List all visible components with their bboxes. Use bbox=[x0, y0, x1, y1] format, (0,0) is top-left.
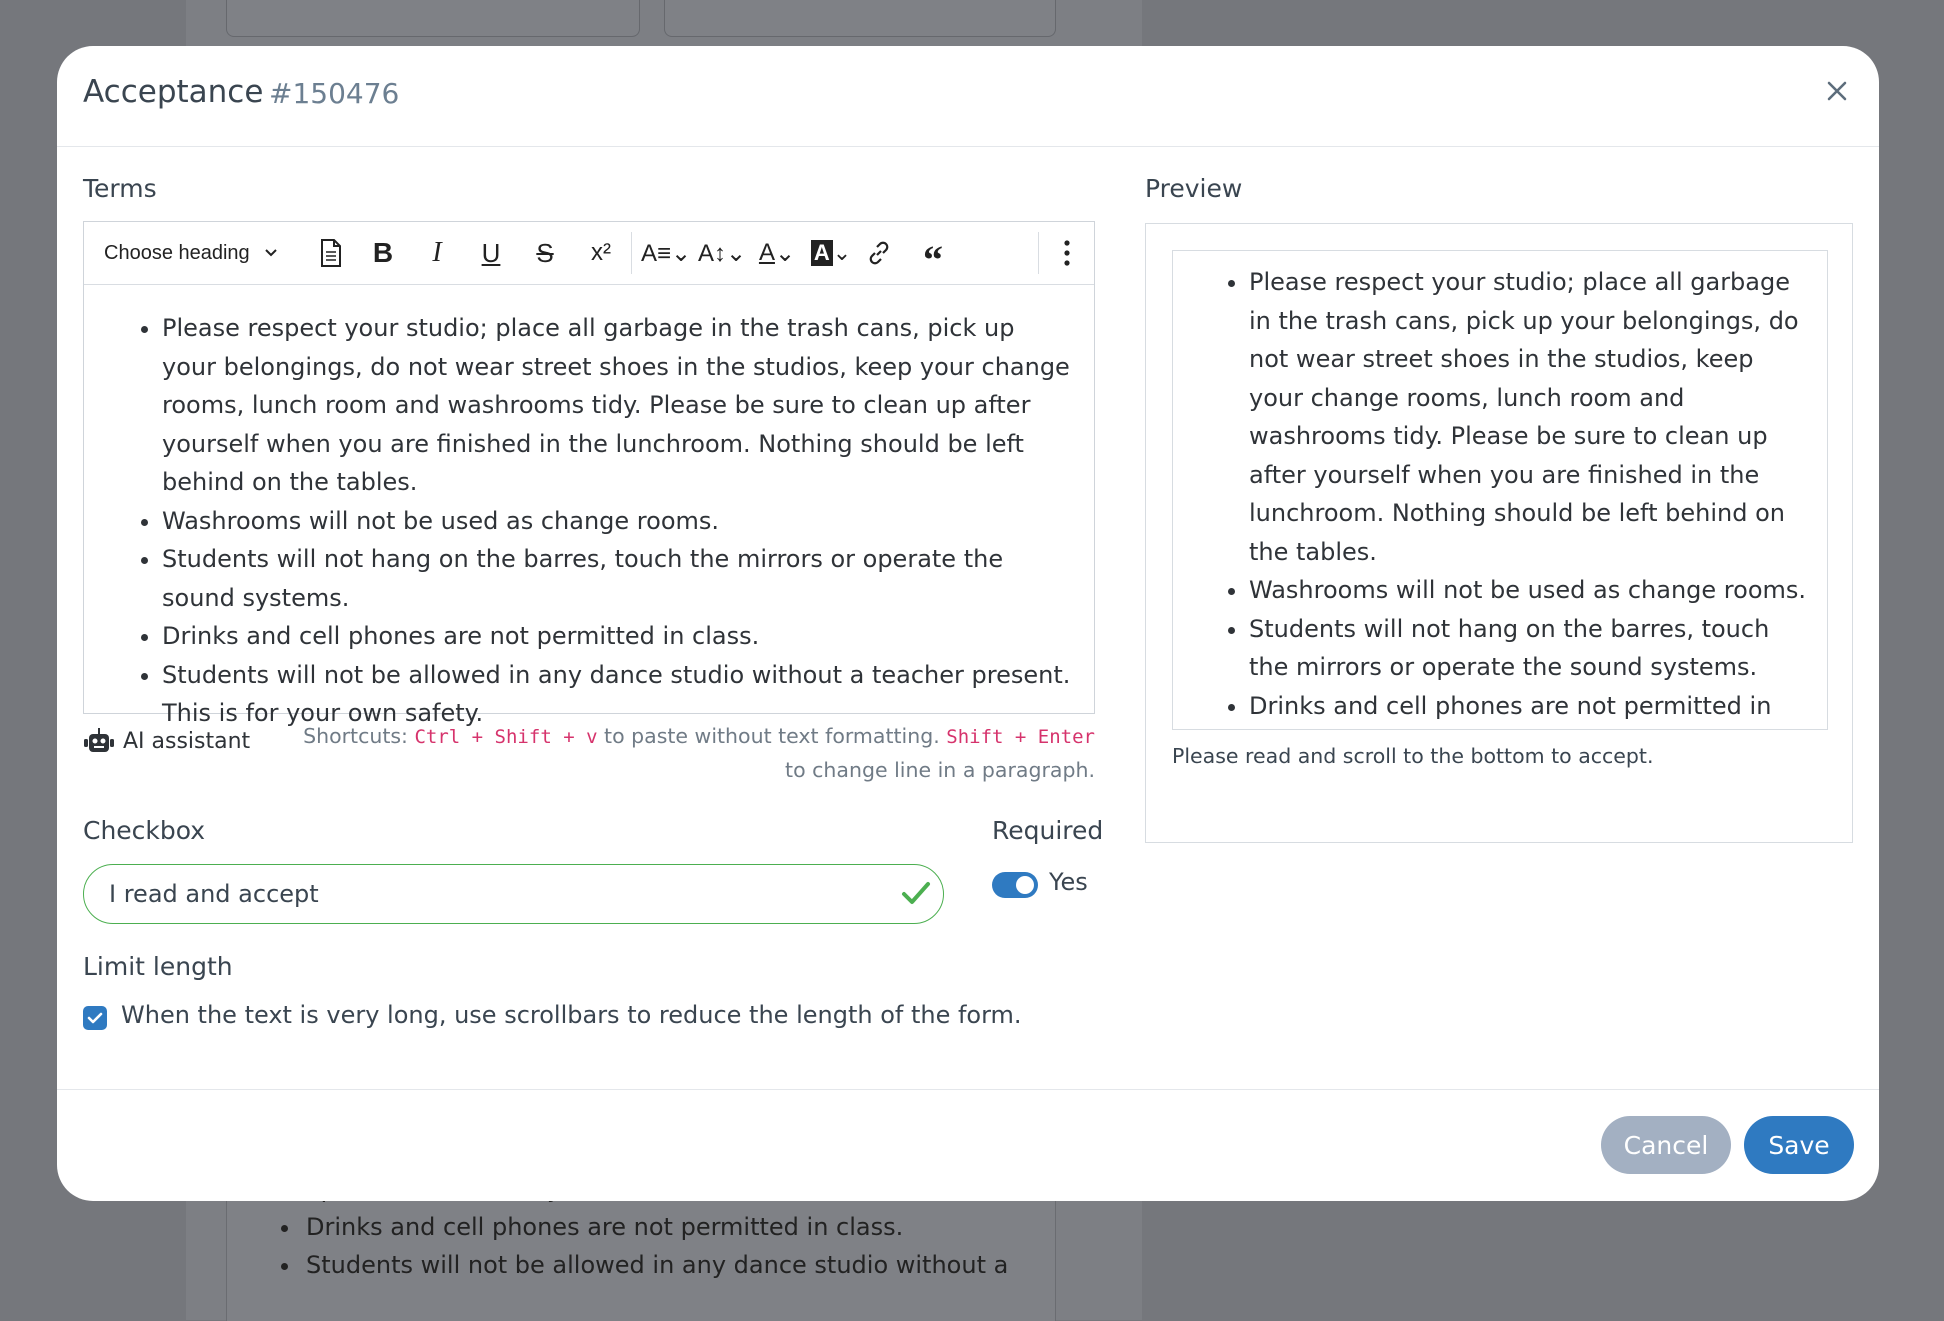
source-document-button[interactable] bbox=[316, 236, 346, 270]
limit-length-label: Limit length bbox=[83, 952, 233, 981]
save-button[interactable]: Save bbox=[1744, 1116, 1854, 1174]
background-field bbox=[664, 0, 1056, 37]
terms-list-item: • Please respect your studio; place all garbage in the trash cans, pick up your belongings, do not wear street shoes in the studios, keep your change rooms, lunch room and washrooms tidy. Please be sure to clean up after yourself when you are finished in the lunchroom. Nothing should be left behind on the tables. bbox=[162, 309, 1074, 502]
font-size-button[interactable] bbox=[696, 236, 748, 270]
modal-footer-divider bbox=[57, 1089, 1879, 1090]
underline-icon: U bbox=[481, 237, 501, 268]
terms-list-item: • Drinks and cell phones are not permitted in class. bbox=[162, 617, 1074, 656]
terms-list-item: • Students will not be allowed in any dance studio without a teacher present. This is for your own safety. bbox=[162, 656, 1074, 733]
required-toggle[interactable] bbox=[992, 872, 1038, 898]
font-size-icon: A↕⌄ bbox=[697, 239, 747, 267]
toolbar-separator bbox=[1038, 232, 1039, 274]
terms-list bbox=[84, 309, 1094, 733]
required-toggle-label: Yes bbox=[1049, 868, 1088, 896]
checkbox-label: Checkbox bbox=[83, 816, 206, 845]
link-icon bbox=[866, 240, 892, 266]
shortcut-key-paste: Ctrl + Shift + v bbox=[414, 726, 598, 748]
preview-list-item: • Please respect your studio; place all garbage in the trash cans, pick up your belongings, do not wear street shoes in the studios, keep your change rooms, lunch room and washrooms tidy. Please be sure to clean up after yourself when you are finished in the lunchroom. Nothing should be left behind on the tables. bbox=[1249, 263, 1807, 571]
heading-select-label: Choose heading bbox=[104, 241, 250, 264]
underline-button[interactable] bbox=[476, 236, 506, 270]
preview-label: Preview bbox=[1145, 174, 1243, 203]
toggle-knob bbox=[1016, 876, 1034, 894]
font-background-color-icon: A bbox=[811, 240, 833, 266]
editor-content[interactable] bbox=[84, 285, 1094, 733]
document-icon bbox=[319, 238, 343, 268]
limit-length-checkbox[interactable] bbox=[83, 1006, 107, 1030]
check-icon bbox=[87, 1011, 103, 1025]
preview-box bbox=[1145, 223, 1853, 843]
shortcut-text-newline: to change line in a paragraph. bbox=[785, 758, 1095, 782]
bold-button[interactable] bbox=[368, 236, 398, 270]
modal-header bbox=[57, 46, 1879, 147]
ai-assistant-button[interactable] bbox=[83, 728, 250, 754]
italic-icon: I bbox=[432, 237, 442, 268]
preview-list-item: • Students will not hang on the barres, touch the mirrors or operate the sound systems. bbox=[1249, 610, 1807, 687]
background-list-item: • Students will not be allowed in any dance studio without a bbox=[302, 1246, 1008, 1284]
superscript-button[interactable] bbox=[584, 236, 618, 270]
ai-assistant-label: AI assistant bbox=[123, 728, 251, 754]
check-icon bbox=[901, 879, 931, 907]
shortcuts-prefix: Shortcuts: bbox=[303, 724, 415, 748]
required-label: Required bbox=[992, 816, 1104, 845]
shortcut-text-paste: to paste without text formatting. bbox=[597, 724, 947, 748]
editor-toolbar bbox=[84, 222, 1094, 285]
blockquote-icon: “ bbox=[923, 237, 943, 282]
superscript-icon: x² bbox=[591, 239, 611, 266]
preview-scroll-area[interactable] bbox=[1172, 250, 1828, 730]
bold-icon: B bbox=[372, 237, 394, 268]
checkbox-text-value: I read and accept bbox=[109, 880, 319, 908]
strikethrough-icon: S bbox=[536, 237, 554, 268]
shortcuts-hint bbox=[285, 720, 1095, 787]
toolbar-separator bbox=[631, 232, 632, 274]
terms-list-item: • Washrooms will not be used as change rooms. bbox=[162, 502, 1074, 541]
heading-select[interactable] bbox=[104, 235, 278, 271]
preview-list-item: • Drinks and cell phones are not permitted in bbox=[1249, 687, 1807, 731]
more-icon bbox=[1064, 240, 1070, 266]
font-color-icon: A bbox=[758, 239, 775, 266]
background-list-item: • Drinks and cell phones are not permitted in class. bbox=[302, 1208, 1008, 1246]
preview-note: Please read and scroll to the bottom to accept. bbox=[1172, 744, 1654, 768]
more-options-button[interactable] bbox=[1052, 236, 1082, 270]
font-family-icon: A≡⌄ bbox=[640, 239, 692, 267]
strikethrough-button[interactable] bbox=[530, 236, 560, 270]
preview-list-item: • Washrooms will not be used as change rooms. bbox=[1249, 571, 1807, 610]
acceptance-modal bbox=[57, 46, 1879, 1201]
chevron-down-icon: ⌄ bbox=[774, 239, 796, 267]
chevron-down-icon: ⌄ bbox=[832, 240, 852, 265]
cancel-button[interactable]: Cancel bbox=[1601, 1116, 1731, 1174]
robot-icon bbox=[83, 728, 115, 754]
background-field bbox=[226, 0, 640, 37]
limit-length-text: When the text is very long, use scrollbars to reduce the length of the form. bbox=[121, 1001, 1022, 1029]
font-color-button[interactable] bbox=[754, 236, 800, 270]
link-button[interactable] bbox=[862, 236, 896, 270]
font-background-color-button[interactable] bbox=[808, 236, 854, 270]
preview-list bbox=[1173, 251, 1827, 730]
blockquote-button[interactable] bbox=[916, 236, 950, 282]
modal-id: #150476 bbox=[269, 77, 400, 110]
font-family-button[interactable] bbox=[642, 236, 690, 270]
terms-editor bbox=[83, 221, 1095, 727]
close-icon bbox=[1826, 80, 1848, 102]
close-button[interactable] bbox=[1817, 71, 1857, 111]
shortcut-key-newline: Shift + Enter bbox=[946, 726, 1095, 748]
checkbox-text-input[interactable] bbox=[83, 864, 944, 924]
terms-list-item: • Students will not hang on the barres, touch the mirrors or operate the sound systems. bbox=[162, 540, 1074, 617]
italic-button[interactable] bbox=[422, 236, 452, 270]
chevron-down-icon bbox=[264, 248, 278, 258]
modal-title: Acceptance bbox=[83, 74, 264, 110]
terms-label: Terms bbox=[83, 174, 157, 203]
